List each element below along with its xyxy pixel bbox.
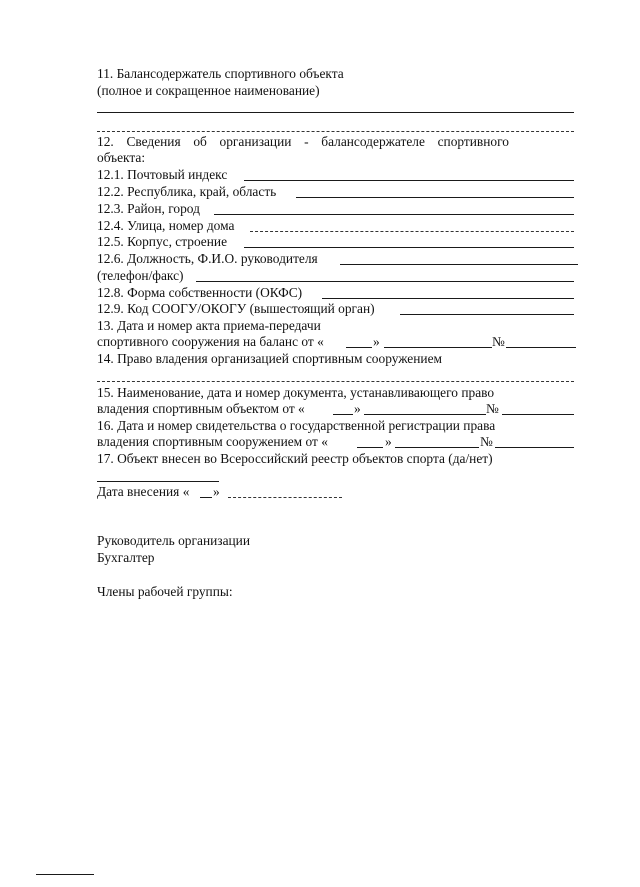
item15-number-sign: № (486, 401, 499, 416)
item12-heading-word: организации (219, 134, 292, 149)
field-12-1-label: 12.1. Почтовый индекс (97, 167, 228, 182)
item15-quote-close: » (354, 401, 361, 416)
item15-date-line[interactable] (364, 414, 486, 415)
item13-number-sign: № (492, 334, 505, 349)
field-12-3-line[interactable] (214, 214, 574, 215)
item17-date-label: Дата внесения « (97, 484, 190, 499)
working-group-members-label: Члены рабочей группы: (97, 584, 233, 599)
field-12-1-line[interactable] (244, 180, 574, 181)
item14-fill-line[interactable] (97, 381, 574, 382)
item12-heading-word: Сведения (126, 134, 181, 149)
field-12-6-phone-line[interactable] (196, 281, 574, 282)
field-12-5-line[interactable] (244, 247, 574, 248)
item13-day-line[interactable] (346, 347, 372, 348)
field-12-6-line[interactable] (340, 264, 578, 265)
field-12-6-phone-label: (телефон/факс) (97, 268, 184, 283)
item14-line1: 14. Право владения организацией спортивным сооружением (97, 351, 443, 366)
item15-line1: 15. Наименование, дата и номер документа, устанавливающего право (97, 385, 495, 400)
item15-line2-text: владения спортивным объектом от « (97, 401, 305, 416)
field-12-2-label: 12.2. Республика, край, область (97, 184, 277, 199)
item13-date-line[interactable] (384, 347, 492, 348)
field-12-8-label: 12.8. Форма собственности (ОКФС) (97, 285, 303, 300)
item13-line2-text: спортивного сооружения на баланс от « (97, 334, 324, 349)
item17-date-line[interactable] (228, 497, 342, 498)
item16-line2-text: владения спортивным сооружением от « (97, 434, 328, 449)
item13-quote-close: » (373, 334, 380, 349)
item12-heading-word: спортивного (437, 134, 509, 149)
field-12-5-label: 12.5. Корпус, строение (97, 234, 228, 249)
field-12-9-line[interactable] (400, 314, 574, 315)
item11-fill-line-1[interactable] (97, 112, 574, 113)
item13-line1: 13. Дата и номер акта приема-передачи (97, 318, 321, 333)
item12-heading-word: 12. (97, 134, 114, 149)
field-12-6-label: 12.6. Должность, Ф.И.О. руководителя (97, 251, 318, 266)
item13-number-line[interactable] (506, 347, 576, 348)
item12-heading-word: об (193, 134, 207, 149)
item16-line1: 16. Дата и номер свидетельства о государственной регистрации права (97, 418, 496, 433)
item12-heading (97, 134, 509, 150)
item16-number-line[interactable] (495, 447, 574, 448)
item12-heading-word: балансодержателе (321, 134, 425, 149)
item17-quote-close: » (213, 484, 220, 499)
signature-head-label: Руководитель организации (97, 533, 251, 548)
item11-fill-line-2[interactable] (97, 131, 574, 132)
field-12-8-line[interactable] (322, 298, 574, 299)
field-12-4-line[interactable] (250, 231, 574, 232)
item16-quote-close: » (385, 434, 392, 449)
item17-answer-line[interactable] (97, 481, 219, 482)
item16-date-line[interactable] (395, 447, 479, 448)
item15-day-line[interactable] (333, 414, 353, 415)
field-12-9-label: 12.9. Код СООГУ/ОКОГУ (вышестоящий орган) (97, 301, 375, 316)
item11-title: 11. Балансодержатель спортивного объекта (97, 66, 344, 81)
item15-number-line[interactable] (502, 414, 574, 415)
field-12-3-label: 12.3. Район, город (97, 201, 200, 216)
item12-heading-word: - (304, 134, 309, 149)
field-12-2-line[interactable] (296, 197, 574, 198)
item16-number-sign: № (480, 434, 493, 449)
signature-accountant-label: Бухгалтер (97, 550, 155, 565)
item11-subtitle: (полное и сокращенное наименование) (97, 83, 320, 98)
item12-heading-line2: объекта: (97, 150, 146, 165)
item16-day-line[interactable] (357, 447, 383, 448)
item17-line1: 17. Объект внесен во Всероссийский реестр объектов спорта (да/нет) (97, 451, 493, 466)
footnote-separator (36, 874, 94, 875)
field-12-4-label: 12.4. Улица, номер дома (97, 218, 235, 233)
item17-day-line[interactable] (200, 497, 212, 498)
